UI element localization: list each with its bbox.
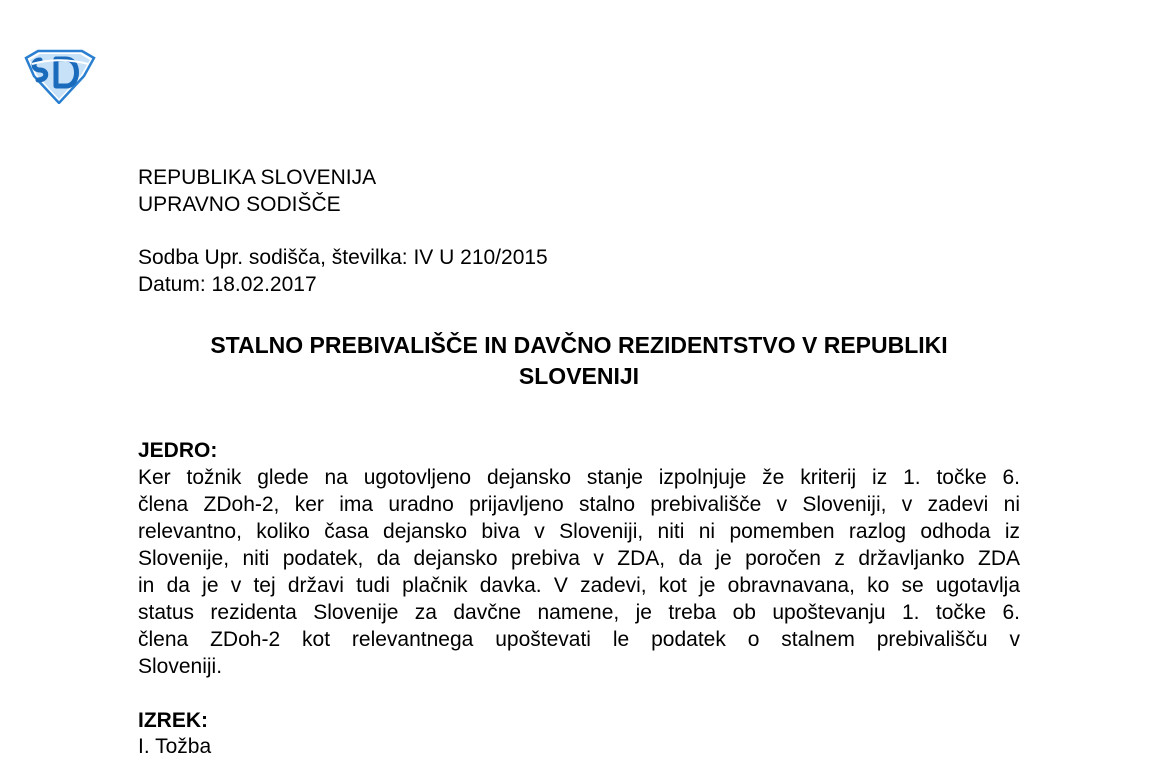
izrek-first-line: I. Tožba	[138, 735, 212, 758]
jedro-paragraph	[138, 464, 1020, 680]
document-page	[138, 164, 1020, 760]
jedro-line: člena ZDoh-2, ker ima uradno prijavljeno stalno prebivališče v Sloveniji, v zadevi ni	[138, 493, 1020, 516]
document-date: Datum: 18.02.2017	[138, 273, 317, 296]
jedro-line: Sloveniji.	[138, 655, 223, 678]
header-line-2: UPRAVNO SODIŠČE	[138, 193, 341, 216]
jedro-line: Slovenije, niti podatek, da dejansko prebiva v ZDA, da je poročen z državljanko ZDA	[138, 547, 1020, 570]
jedro-heading: JEDRO:	[138, 439, 218, 462]
title-line-2: SLOVENIJI	[518, 363, 640, 389]
jedro-line: Ker tožnik glede na ugotovljeno dejansko stanje izpolnjuje že kriterij iz 1. točke 6.	[138, 466, 1020, 489]
court-logo	[22, 48, 96, 104]
header-line-1: REPUBLIKA SLOVENIJA	[138, 166, 377, 189]
case-number: Sodba Upr. sodišča, številka: IV U 210/2015	[138, 246, 548, 269]
jedro-line: in da je v tej državi tudi plačnik davka. V zadevi, kot je obravnavana, ko se ugotavlja	[138, 574, 1020, 597]
jedro-line: člena ZDoh-2 kot relevantnega upoštevati le podatek o stalnem prebivališču v	[138, 628, 1020, 651]
jedro-line: relevantno, koliko časa dejansko biva v Sloveniji, niti ni pomemben razlog odhoda iz	[138, 520, 1020, 543]
jedro-line: status rezidenta Slovenije za davčne namene, je treba ob upoštevanju 1. točke 6.	[138, 601, 1020, 624]
title-line-1: STALNO PREBIVALIŠČE IN DAVČNO REZIDENTSTVO V REPUBLIKI	[210, 332, 948, 358]
sd-shield-logo-icon	[22, 48, 96, 104]
izrek-heading: IZREK:	[138, 709, 208, 732]
document-title	[138, 330, 1020, 392]
